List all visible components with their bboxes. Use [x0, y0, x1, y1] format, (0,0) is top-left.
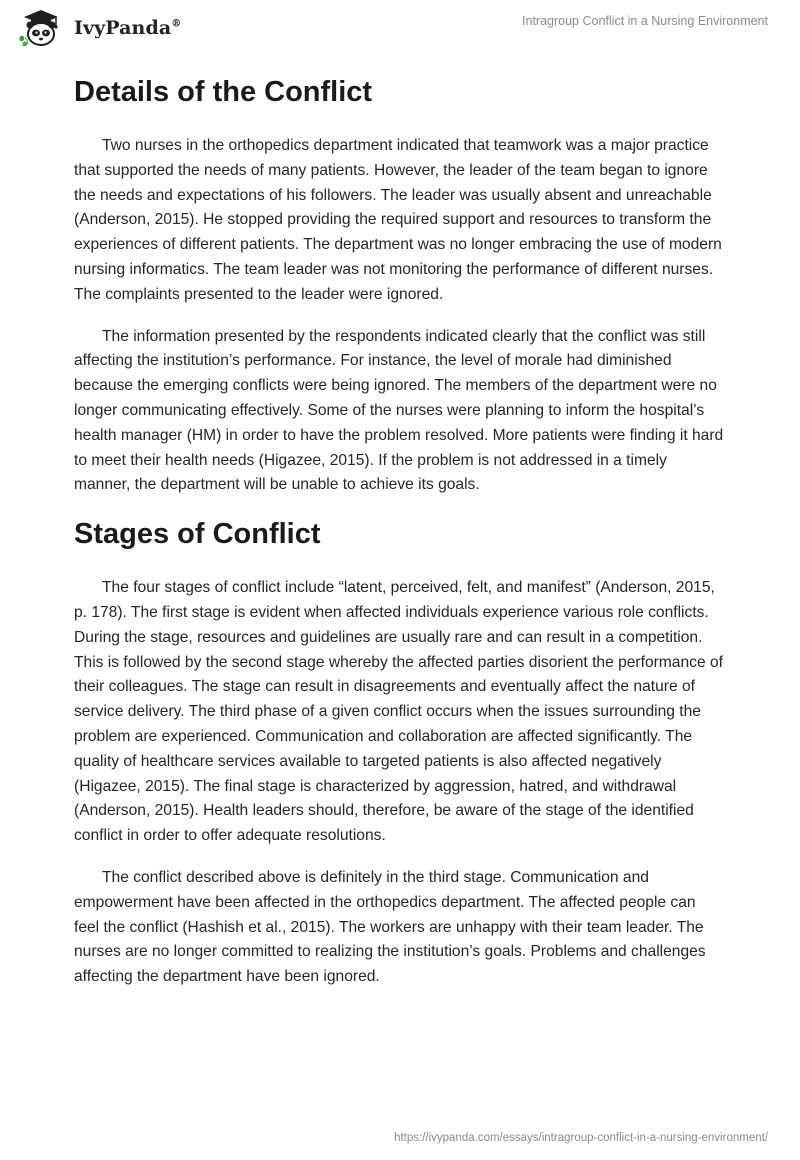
section-heading-stages: Stages of Conflict	[74, 518, 321, 551]
paragraph: Two nurses in the orthopedics department indicated that teamwork was a major practice that supported the needs of many patients. However, the leader of the team began to ignore the needs and expectations of his followers. The leader was usually absent and unreachable (Anderson, 2015). He stopped providing the required support and resources to transform the experiences of different patients. The department was no longer embracing the use of modern nursing informatics. The team leader was not monitoring the performance of different nurses. The complaints presented to the leader were ignored.	[74, 137, 722, 303]
paragraph: The information presented by the respondents indicated clearly that the conflict was still affecting the institution’s performance. For instance, the level of morale had diminished because the emerging conflicts were being ignored. The members of the department were no longer communicating effectively. Some of the nurses were planning to inform the hospital’s health manager (HM) in order to have the problem resolved. More patients were finding it hard to meet their health needs (Higazee, 2015). If the problem is not addressed in a timely manner, the department will be unable to achieve its goals.	[74, 327, 724, 494]
paragraph: The four stages of conflict include “latent, perceived, felt, and manifest” (Anderson, 2015, p. 178). The first stage is evident when affected individuals experience various role conflicts. During the stage, resources and guidelines are usually rare and can result in a competition. This is followed by the second stage whereby the affected parties disorient the performance of their colleagues. The stage can result in disagreements and eventually affect the nature of service delivery. The third phase of a given conflict occurs when the issues surrounding the problem are experienced. Communication and collaboration are affected significantly. The quality of healthcare services available to targeted patients is also affected negatively (Higazee, 2015). The final stage is characterized by aggression, hatred, and withdrawal (Anderson, 2015). Health leaders should, therefore, be aware of the stage of the identified conflict in order to offer adequate resolutions.	[74, 579, 723, 845]
document-title: Intragroup Conflict in a Nursing Environment	[522, 14, 768, 28]
registered-mark: ®	[171, 18, 182, 30]
section-heading-details: Details of the Conflict	[74, 76, 373, 108]
source-url[interactable]: https://ivypanda.com/essays/intragroup-conflict-in-a-nursing-environment/	[394, 1132, 768, 1144]
ivypanda-logo[interactable]	[16, 8, 181, 48]
paragraph: The conflict described above is definitely in the third stage. Communication and empowerment have been affected in the orthopedics department. The affected people can feel the conflict (Hashish et al., 2015). The workers are unhappy with their team leader. The nurses are no longer committed to realizing the institution’s goals. Problems and challenges affecting the department have been ignored.	[74, 868, 706, 986]
page-header	[0, 0, 800, 60]
essay-content	[74, 72, 724, 990]
panda-graduate-icon	[16, 8, 66, 48]
brand-name: IvyPanda®	[74, 17, 182, 39]
